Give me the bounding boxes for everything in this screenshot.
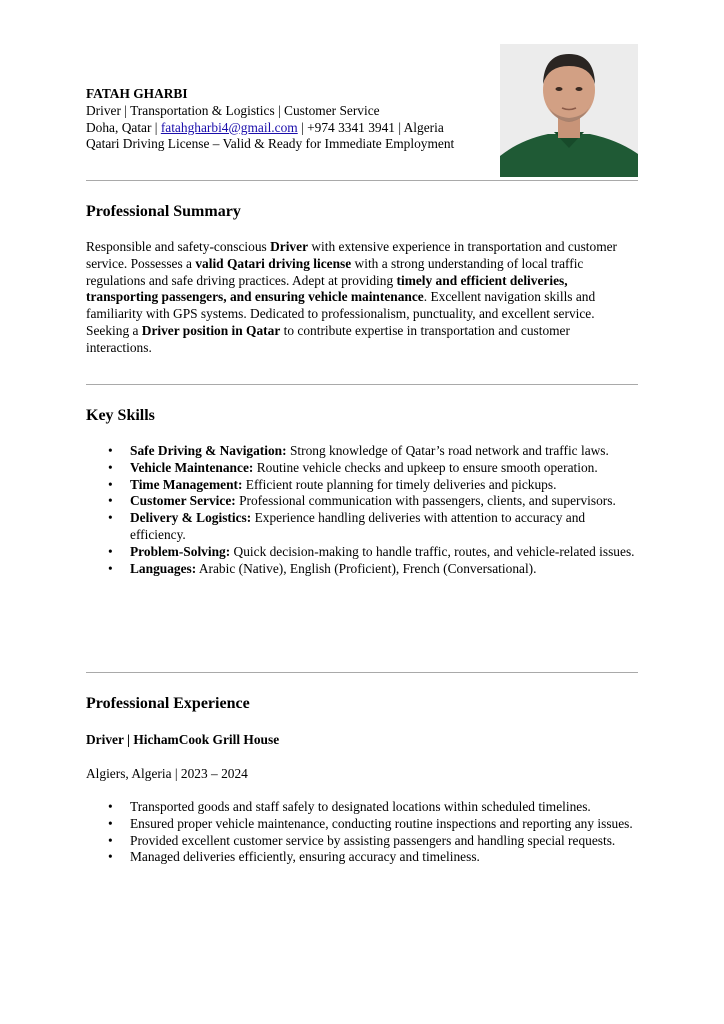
skills-heading: Key Skills: [86, 407, 155, 424]
license-line: Qatari Driving License – Valid & Ready for Immediate Employment: [86, 136, 455, 152]
experience-list: [86, 799, 638, 866]
bullet-icon: •: [108, 815, 113, 831]
bullet-icon: •: [108, 493, 113, 509]
bullet-icon: •: [108, 543, 113, 559]
location-text: Doha, Qatar |: [86, 119, 161, 135]
summary-emphasis: timely and efficient deliveries, transporting passengers, and ensuring vehicle maintenance: [86, 272, 568, 305]
skill-description: Efficient route planning for timely deliveries and pickups.: [242, 476, 557, 492]
bullet-icon: •: [108, 459, 113, 475]
experience-bullet-text: Provided excellent customer service by assisting passengers and handling special requests.: [130, 832, 616, 848]
summary-segment: with a strong understanding of local traffic regulations and safe driving practices. Adept at providing: [86, 255, 584, 288]
skill-description: Experience handling deliveries with attention to accuracy and efficiency.: [130, 510, 586, 542]
summary-emphasis: valid Qatari driving license: [195, 255, 352, 271]
skill-item: [86, 460, 638, 477]
summary-segment: with extensive experience in transportation and customer service. Possesses a: [86, 239, 618, 271]
candidate-name: FATAH GHARBI: [86, 86, 188, 101]
bullet-icon: •: [108, 799, 113, 814]
experience-bullet: [86, 833, 638, 850]
skill-label: Vehicle Maintenance:: [130, 459, 254, 475]
skills-list: [86, 443, 638, 577]
experience-bullet: [86, 849, 638, 866]
skill-description: Routine vehicle checks and upkeep to ensure smooth operation.: [253, 459, 598, 475]
summary-paragraph: [86, 239, 638, 357]
experience-heading: Professional Experience: [86, 695, 250, 712]
profile-photo: [500, 44, 638, 177]
summary-segment: . Excellent navigation skills and familiarity with GPS systems. Dedicated to professionalism, punctuality, and excellent service. Seeking a: [86, 289, 596, 338]
experience-bullet-text: Transported goods and staff safely to designated locations within scheduled timelines.: [130, 799, 591, 814]
bullet-icon: •: [108, 849, 113, 865]
job-title: Driver | HichamCook Grill House: [86, 732, 280, 747]
skill-item: [86, 477, 638, 494]
summary-segment: Responsible and safety-conscious: [86, 239, 271, 254]
skill-item: [86, 493, 638, 510]
bullet-icon: •: [108, 510, 113, 526]
tagline: Driver | Transportation & Logistics | Customer Service: [86, 102, 380, 118]
bullet-icon: •: [108, 832, 113, 848]
experience-bullet: [86, 816, 638, 833]
summary-emphasis: Driver: [270, 239, 309, 254]
skill-label: Safe Driving & Navigation:: [130, 443, 287, 458]
skill-label: Languages:: [130, 560, 197, 576]
skill-item: [86, 544, 638, 561]
skill-label: Time Management:: [130, 476, 243, 492]
skill-item: [86, 443, 638, 460]
skill-description: Professional communication with passengers, clients, and supervisors.: [235, 493, 616, 509]
contact-line: [86, 120, 506, 137]
phone-country-text: | +974 3341 3941 | Algeria: [297, 119, 444, 135]
summary-text: [86, 239, 638, 357]
bullet-icon: •: [108, 443, 113, 458]
skill-description: Strong knowledge of Qatar’s road network and traffic laws.: [286, 443, 609, 458]
skill-label: Customer Service:: [130, 493, 236, 509]
skills-divider: [86, 672, 638, 673]
experience-bullet: [86, 799, 638, 816]
skill-item: [86, 561, 638, 578]
header-divider: [86, 180, 638, 181]
skill-description: Quick decision-making to handle traffic, routes, and vehicle-related issues.: [230, 543, 635, 559]
experience-bullet-text: Managed deliveries efficiently, ensuring accuracy and timeliness.: [130, 849, 480, 865]
contact-header: [86, 86, 506, 153]
summary-heading: Professional Summary: [86, 203, 241, 220]
summary-emphasis: Driver position in Qatar: [141, 322, 281, 338]
job-meta: Algiers, Algeria | 2023 – 2024: [86, 766, 248, 781]
bullet-icon: •: [108, 560, 113, 576]
summary-segment: to contribute expertise in transportation and customer interactions.: [86, 322, 570, 355]
summary-divider: [86, 384, 638, 385]
skill-label: Delivery & Logistics:: [130, 510, 252, 526]
skill-item: [86, 510, 638, 544]
skill-label: Problem-Solving:: [130, 543, 231, 559]
experience-bullet-text: Ensured proper vehicle maintenance, conducting routine inspections and reporting any issues.: [130, 815, 633, 831]
email-link[interactable]: fatahgharbi4@gmail.com: [160, 119, 298, 135]
skill-description: Arabic (Native), English (Proficient), French (Conversational).: [196, 560, 537, 576]
bullet-icon: •: [108, 476, 113, 492]
